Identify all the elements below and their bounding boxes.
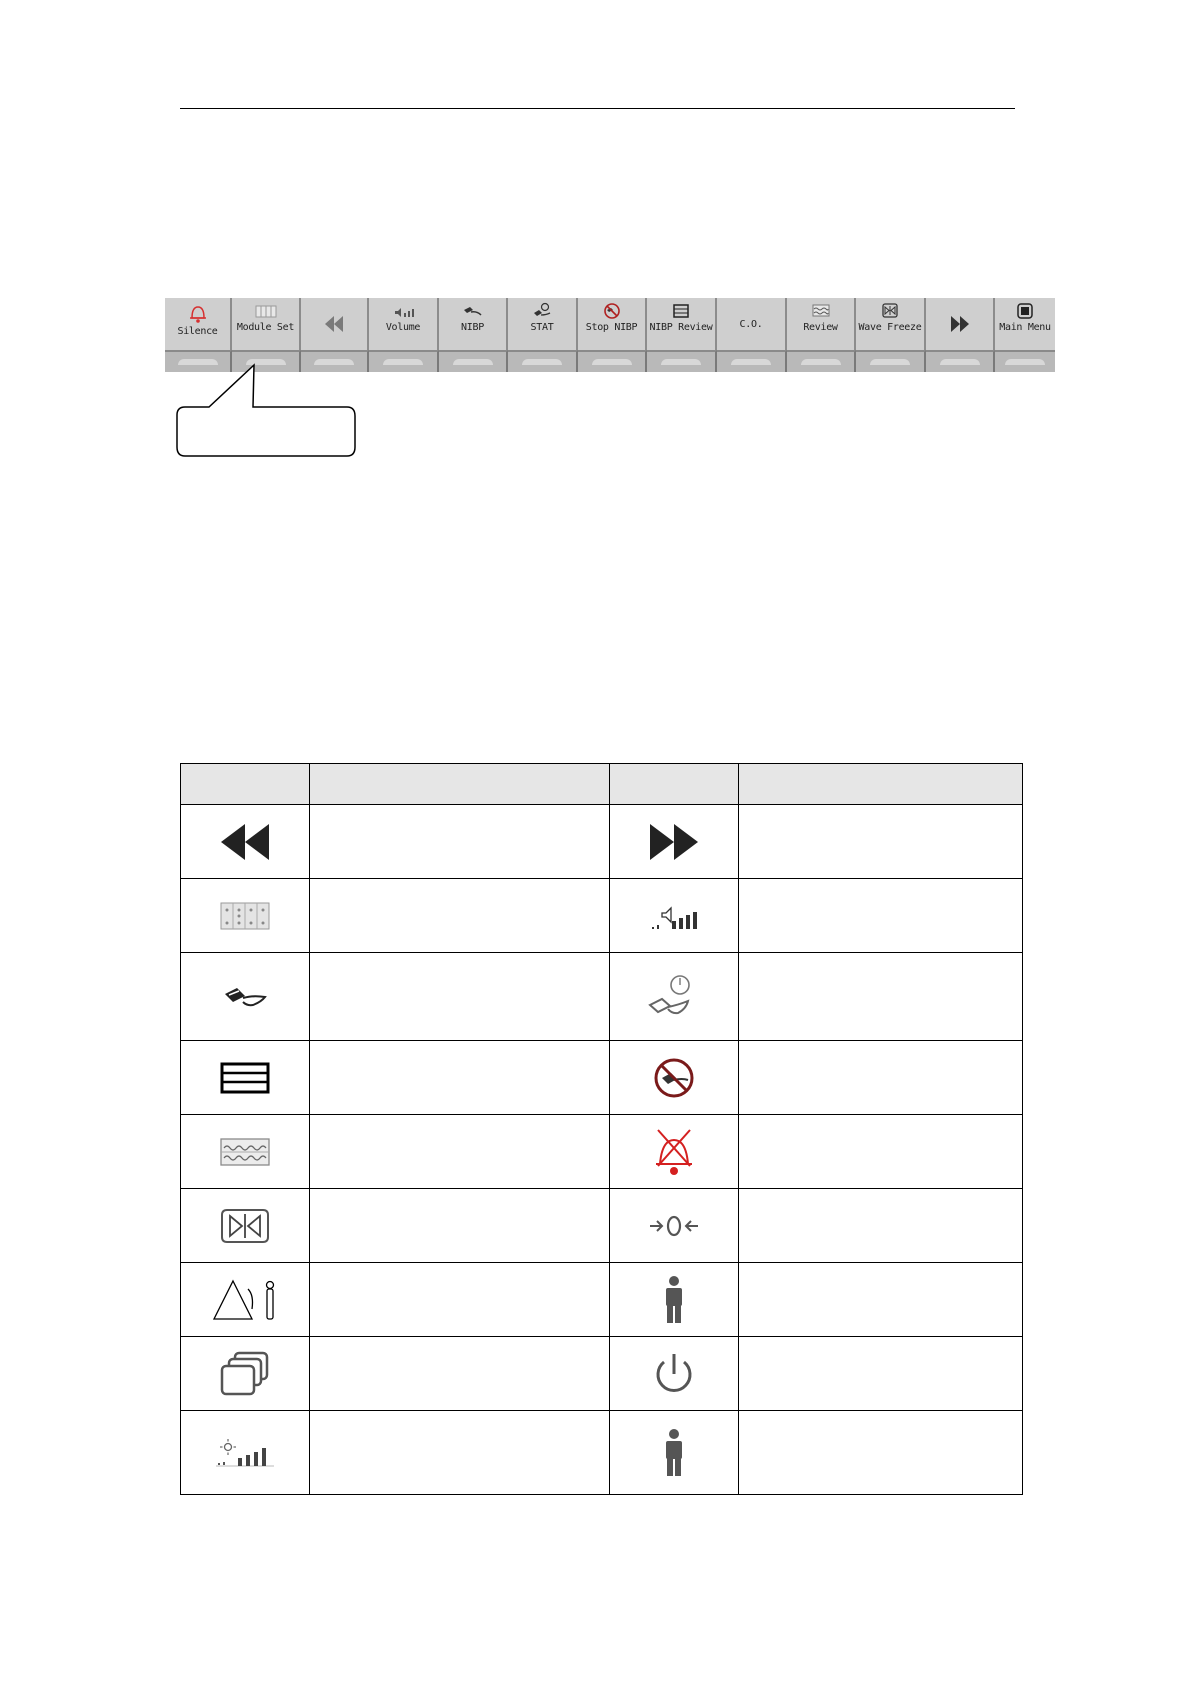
description-cell [739, 1337, 1023, 1411]
icon-cell [181, 879, 310, 953]
table-row [181, 1041, 1023, 1115]
stop-nibp-label: Stop NIBP [585, 322, 638, 333]
icon-cell [181, 1337, 310, 1411]
volume-label: Volume [385, 322, 421, 333]
main-menu-label: Main Menu [999, 322, 1051, 333]
icon-cell [610, 1189, 739, 1263]
fast-forward-icon [949, 315, 971, 333]
description-cell [310, 805, 610, 879]
description-cell [739, 879, 1023, 953]
description-cell [310, 953, 610, 1041]
icon-cell [181, 805, 310, 879]
icon-cell [610, 1337, 739, 1411]
description-cell [739, 1411, 1023, 1495]
callout-bubble [170, 355, 370, 467]
patient-icon [659, 1428, 689, 1478]
co-label: C.O. [739, 318, 763, 330]
key-strip [717, 350, 787, 372]
icon-cell [610, 1115, 739, 1189]
description-cell [739, 805, 1023, 879]
main-menu-key[interactable] [995, 298, 1055, 350]
description-cell [739, 1115, 1023, 1189]
nibp-cuff-icon [219, 980, 271, 1014]
key-strip [439, 350, 508, 372]
description-cell [739, 1041, 1023, 1115]
wave-freeze-icon [878, 302, 902, 320]
nibp-stat-icon [530, 302, 554, 320]
description-cell [310, 1115, 610, 1189]
stop-nibp-key[interactable] [578, 298, 647, 350]
co-key[interactable] [717, 298, 787, 350]
stat-label: STAT [530, 322, 554, 333]
icon-cell [610, 879, 739, 953]
rewind-icon [219, 822, 271, 862]
review-waves-icon [809, 302, 833, 320]
icon-cell [610, 1411, 739, 1495]
table-row [181, 879, 1023, 953]
nibp-label: NIBP [461, 322, 484, 333]
table-header [610, 764, 739, 805]
next-keys-button[interactable] [926, 298, 995, 350]
table-row [181, 1411, 1023, 1495]
wave-freeze-icon [219, 1206, 271, 1246]
key-strip [926, 350, 995, 372]
icon-cell [181, 1041, 310, 1115]
description-cell [310, 1189, 610, 1263]
description-cell [739, 1263, 1023, 1337]
description-cell [310, 1041, 610, 1115]
table-row [181, 1189, 1023, 1263]
icon-cell [610, 953, 739, 1041]
icon-table [180, 763, 1023, 1495]
bell-icon [186, 302, 210, 324]
key-strip [369, 350, 439, 372]
header-rule [180, 108, 1015, 109]
stop-nibp-icon [652, 1056, 696, 1100]
volume-key[interactable] [369, 298, 439, 350]
nibp-stat-icon [646, 973, 702, 1021]
description-cell [310, 1337, 610, 1411]
volume-icon [391, 302, 415, 320]
icon-cell [610, 1263, 739, 1337]
volume-icon [648, 899, 700, 933]
description-cell [310, 1263, 610, 1337]
table-header [310, 764, 610, 805]
icon-cell [610, 1041, 739, 1115]
description-cell [310, 1411, 610, 1495]
module-set-icon [219, 899, 271, 933]
stat-key[interactable] [508, 298, 578, 350]
table-row [181, 953, 1023, 1041]
review-label: Review [803, 322, 838, 333]
table-header-row [181, 764, 1023, 805]
patient-icon [659, 1275, 689, 1325]
silence-key[interactable] [165, 298, 232, 350]
table-row [181, 1115, 1023, 1189]
icon-cell [181, 1411, 310, 1495]
nibp-key[interactable] [439, 298, 508, 350]
alarm-silence-icon [650, 1126, 698, 1178]
nibp-review-key[interactable] [647, 298, 717, 350]
main-menu-icon [1013, 302, 1037, 320]
icon-cell [610, 805, 739, 879]
nibp-review-list-icon [219, 1061, 271, 1095]
review-key[interactable] [787, 298, 856, 350]
icon-cell [181, 1189, 310, 1263]
zero-calibrate-icon [648, 1211, 700, 1241]
nibp-cuff-icon [461, 302, 485, 320]
key-strip [578, 350, 647, 372]
description-cell [739, 953, 1023, 1041]
previous-keys-button[interactable] [301, 298, 369, 350]
icon-cell [181, 1263, 310, 1337]
table-row [181, 805, 1023, 879]
power-icon [650, 1350, 698, 1398]
brightness-icon [214, 1438, 276, 1468]
module-set-key[interactable] [232, 298, 301, 350]
wave-freeze-label: Wave Freeze [858, 322, 922, 333]
table-header [739, 764, 1023, 805]
module-set-icon [254, 302, 278, 320]
fast-forward-icon [648, 822, 700, 862]
rewind-icon [323, 315, 345, 333]
icon-cell [181, 953, 310, 1041]
icon-cell [181, 1115, 310, 1189]
review-waves-icon [219, 1135, 271, 1169]
module-set-label: Module Set [236, 322, 295, 333]
key-strip [787, 350, 856, 372]
key-strip [995, 350, 1055, 372]
description-cell [739, 1189, 1023, 1263]
nibp-review-label: NIBP Review [649, 322, 713, 333]
table-header [181, 764, 310, 805]
stop-nibp-icon [600, 302, 624, 320]
nibp-review-list-icon [669, 302, 693, 320]
screen-layers-icon [219, 1350, 271, 1398]
alarm-maintenance-icon [210, 1277, 280, 1323]
key-strip [856, 350, 926, 372]
silence-label: Silence [177, 326, 218, 337]
table-row [181, 1337, 1023, 1411]
description-cell [310, 879, 610, 953]
table-row [181, 1263, 1023, 1337]
key-strip [508, 350, 578, 372]
key-strip [647, 350, 717, 372]
wave-freeze-key[interactable] [856, 298, 926, 350]
